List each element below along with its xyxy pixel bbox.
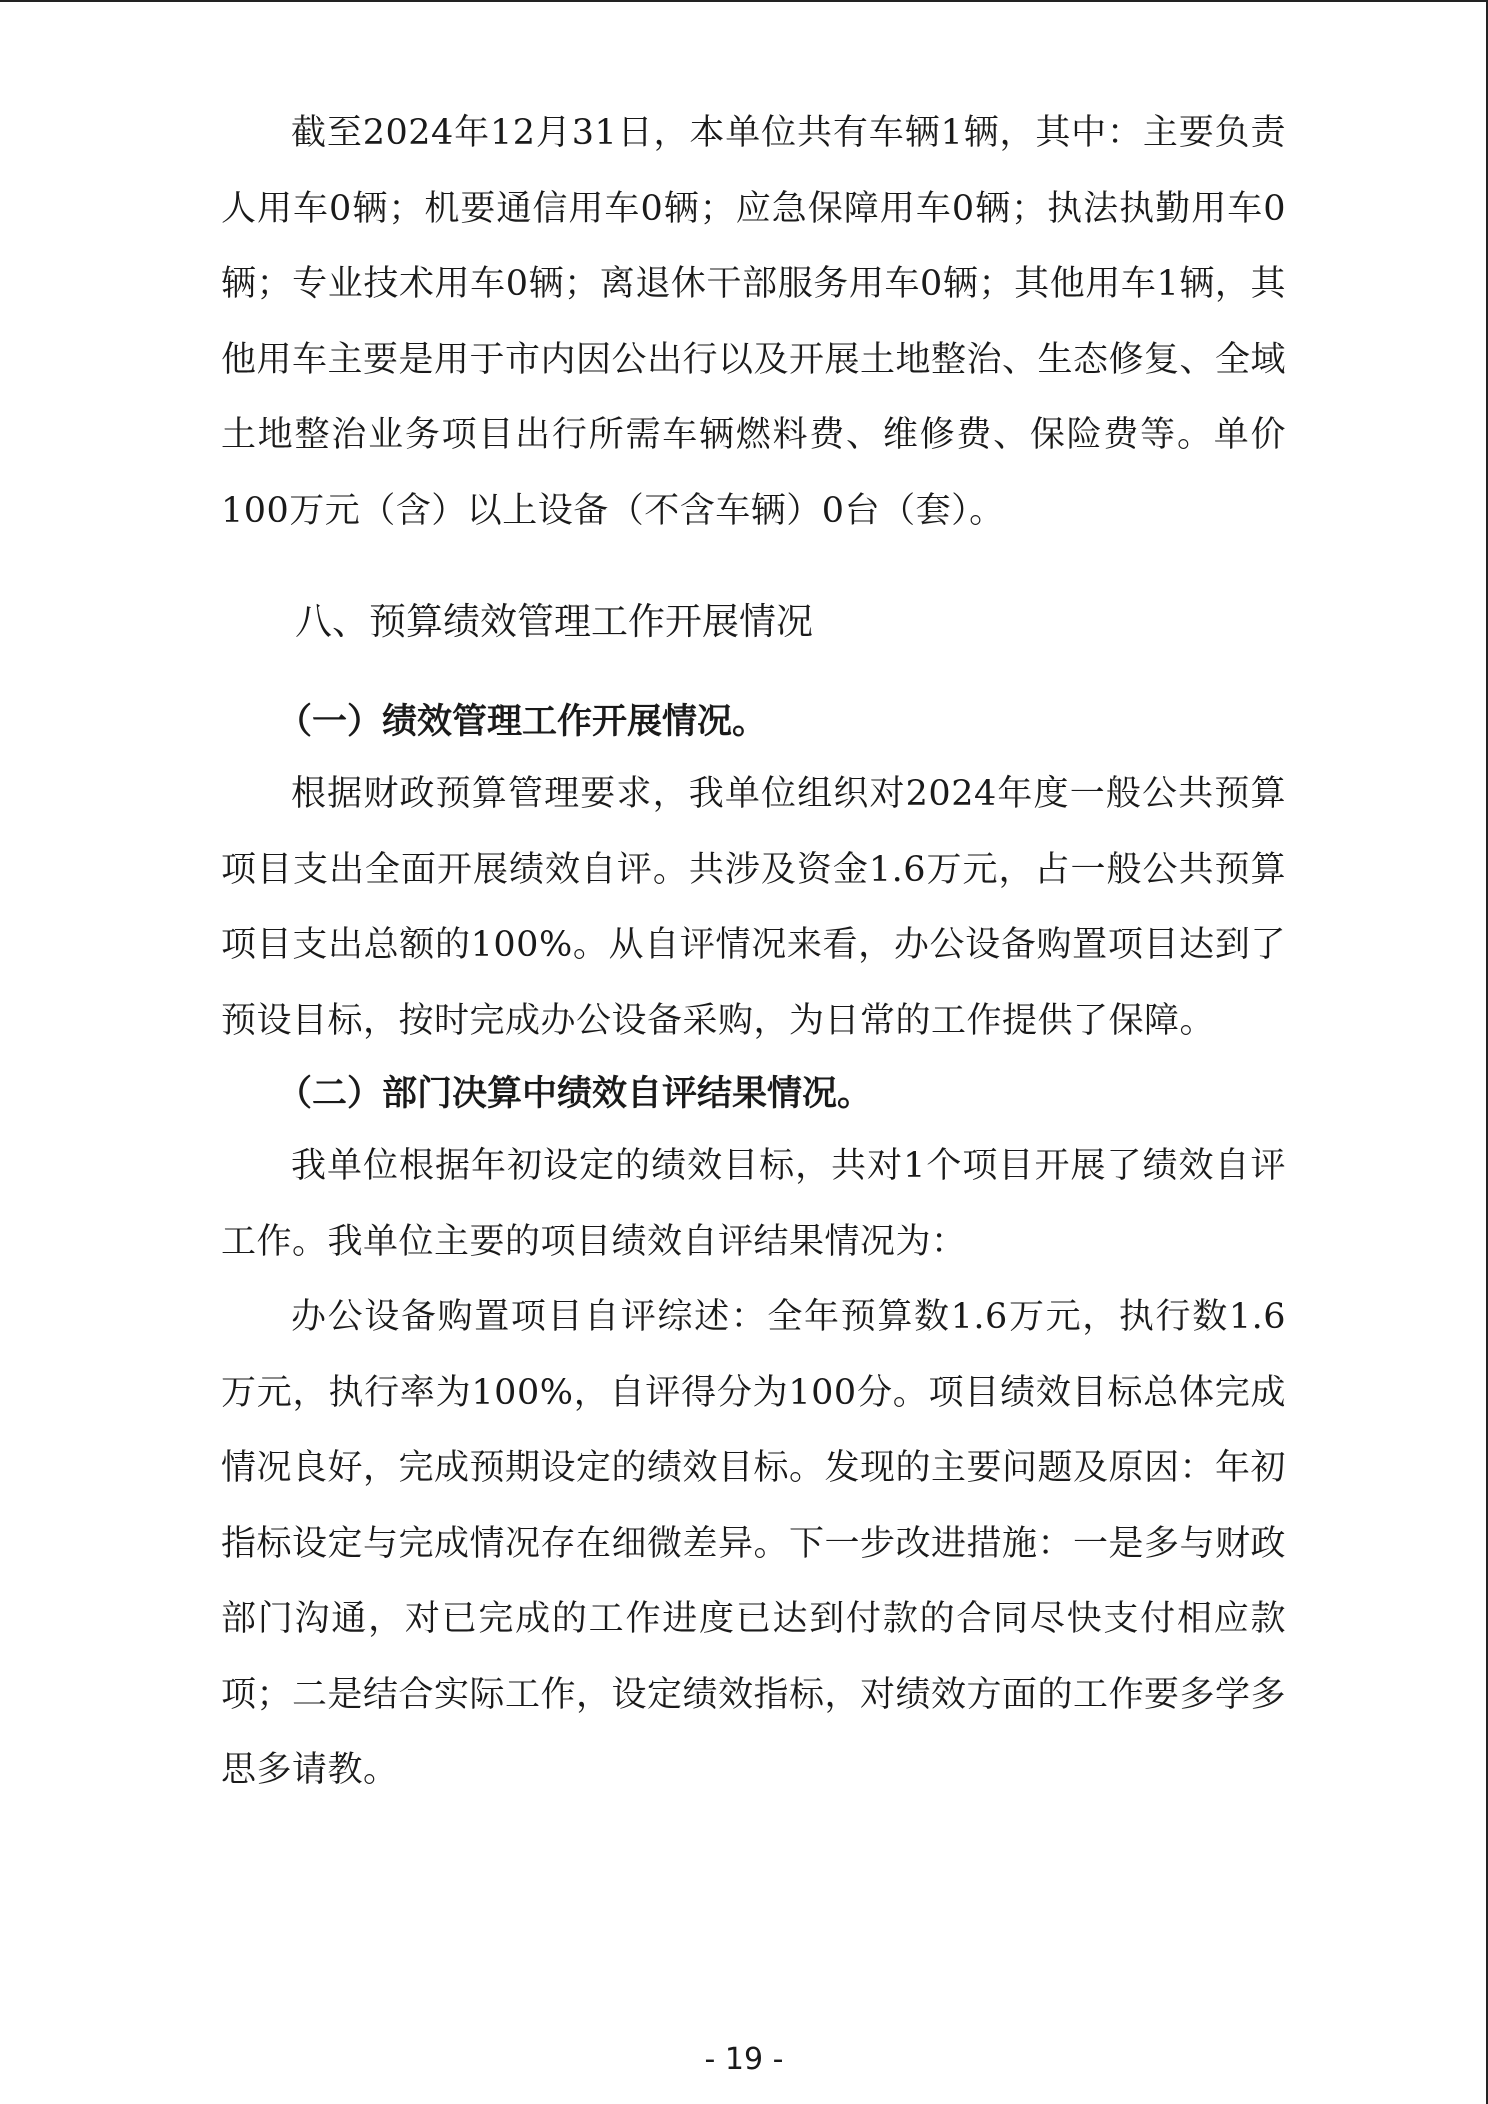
subsection-2-heading: （二）部门决算中绩效自评结果情况。: [277, 1073, 873, 1114]
document-body: [221, 96, 1286, 1809]
page-border-top: [0, 0, 1488, 2]
section-heading: 八、预算绩效管理工作开展情况: [295, 600, 813, 643]
subsection-1-heading: （一）绩效管理工作开展情况。: [277, 701, 768, 742]
subsection-2-paragraph-2: 办公设备购置项目自评综述：全年预算数1.6万元，执行数1.6万元，执行率为100%，自评得分为100分。项目绩效目标总体完成情况良好，完成预期设定的绩效目标。发现的主要问题及原因：年初指标设定与完成情况存在细微差异。下一步改进措施：一是多与财政部门沟通，对已完成的工作进度已达到付款的合同尽快支付相应款项；二是结合实际工作，设定绩效指标，对绩效方面的工作要多学多思多请教。: [221, 1297, 1287, 1790]
subsection-1-paragraph: 根据财政预算管理要求，我单位组织对2024年度一般公共预算项目支出全面开展绩效自评。共涉及资金1.6万元，占一般公共预算项目支出总额的100%。从自评情况来看，办公设备购置项目达到了预设目标，按时完成办公设备采购，为日常的工作提供了保障。: [221, 774, 1286, 1041]
vehicle-paragraph: 截至2024年12月31日，本单位共有车辆1辆，其中：主要负责人用车0辆；机要通信用车0辆；应急保障用车0辆；执法执勤用车0辆；专业技术用车0辆；离退休干部服务用车0辆；其他用车1辆，其他用车主要是用于市内因公出行以及开展土地整治、生态修复、全域土地整治业务项目出行所需车辆燃料费、维修费、保险费等。单价100万元（含）以上设备（不含车辆）0台（套）。: [221, 113, 1287, 531]
subsection-2-paragraph-1: 我单位根据年初设定的绩效目标，共对1个项目开展了绩效自评工作。我单位主要的项目绩效自评结果情况为：: [221, 1146, 1286, 1262]
page-number: - 19 -: [704, 2042, 784, 2077]
